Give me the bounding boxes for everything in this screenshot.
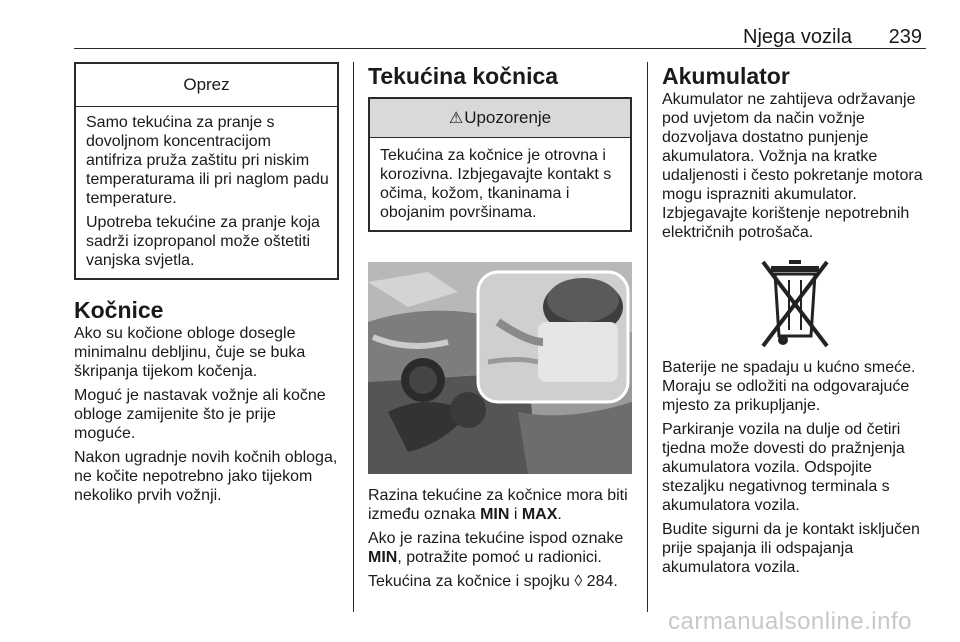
watermark: carmanualsonline.info (668, 608, 912, 635)
page-header (74, 24, 926, 49)
brakes-heading: Kočnice (74, 297, 164, 323)
below-text-end: , potražite pomoć u radionici. (397, 549, 602, 566)
level-text: Razina tekućine za kočnice mora biti između oznaka (368, 487, 628, 523)
battery-paragraph: Baterije ne spadaju u kućno smeće. Moraju se odložiti na odgovarajuće mjesto za prikupljanje. (662, 359, 916, 414)
caution-paragraph: Upotreba tekućine za pranje koja sadrži izopropanol može oštetiti vanjska svjetla. (86, 214, 320, 269)
below-text: Ako je razina tekućine ispod oznake (368, 530, 624, 547)
below-min-label: MIN (368, 549, 398, 566)
warning-title: Upozorenje (464, 108, 552, 127)
conjunction: i (509, 506, 522, 523)
level-paragraph (368, 486, 632, 524)
brakes-paragraph: Nakon ugradnje novih kočnih obloga, ne kočite nepotrebno jako tijekom nekoliko prvih vožnji. (74, 449, 338, 504)
battery-paragraph: Budite sigurni da je kontakt isključen prije spajanja ili odspajanja akumulatora vozila. (662, 521, 920, 576)
column-left (74, 62, 339, 510)
column-divider (647, 62, 648, 612)
warning-box (368, 97, 632, 232)
warning-text: Tekućina za kočnice je otrovna i korozivna. Izbjegavajte kontakt s očima, kožom, tkaninama i obojanim površinama. (380, 147, 612, 221)
caution-title: Oprez (76, 64, 337, 107)
column-divider (353, 62, 354, 612)
reference-arrow-icon: ◊ (574, 573, 583, 590)
column-middle (368, 62, 632, 596)
period: . (557, 506, 562, 523)
cross-reference (368, 572, 632, 591)
crossed-out-bin-icon (759, 256, 831, 352)
brake-fluid-reservoir-photo (368, 262, 632, 474)
warning-triangle-icon: ⚠ (448, 110, 464, 127)
brake-fluid-heading: Tekućina kočnica (368, 63, 559, 89)
page-number: 239 (888, 26, 922, 48)
caution-box (74, 62, 339, 280)
below-min-paragraph (368, 529, 632, 567)
brakes-paragraph: Ako su kočione obloge dosegle minimalnu debljinu, čuje se buka škripanja tijekom kočenja. (74, 325, 306, 380)
section-title: Njega vozila (743, 26, 852, 48)
max-label: MAX (521, 506, 558, 523)
battery-paragraph: Parkiranje vozila na dulje od četiri tjedna može dovesti do pražnjenja akumulatora vozila. Odspojite stezaljku negativnog terminala s akumulatora vozila. (662, 421, 905, 514)
min-label: MIN (480, 506, 510, 523)
warning-header (370, 99, 630, 138)
battery-heading: Akumulator (662, 63, 790, 89)
caution-paragraph: Samo tekućina za pranje s dovoljnom koncentracijom antifriza pruža zaštitu pri niskim temperaturama ili pri naglom padu temperature. (86, 114, 329, 207)
battery-paragraph: Akumulator ne zahtijeva održavanje pod uvjetom da način vožnje dozvoljava dostatno punjenje akumulatora. Vožnja na kratke udaljenosti i često pokretanje motora mogu isprazniti akumulator. (662, 91, 923, 203)
battery-paragraph: Izbjegavajte korištenje nepotrebnih električnih potrošača. (662, 205, 910, 241)
reference-page: 284. (582, 573, 618, 590)
reference-text: Tekućina za kočnice i spojku (368, 573, 575, 590)
column-right (662, 62, 928, 582)
brakes-paragraph: Moguć je nastavak vožnje ali kočne obloge zamijenite što je prije moguće. (74, 387, 326, 442)
